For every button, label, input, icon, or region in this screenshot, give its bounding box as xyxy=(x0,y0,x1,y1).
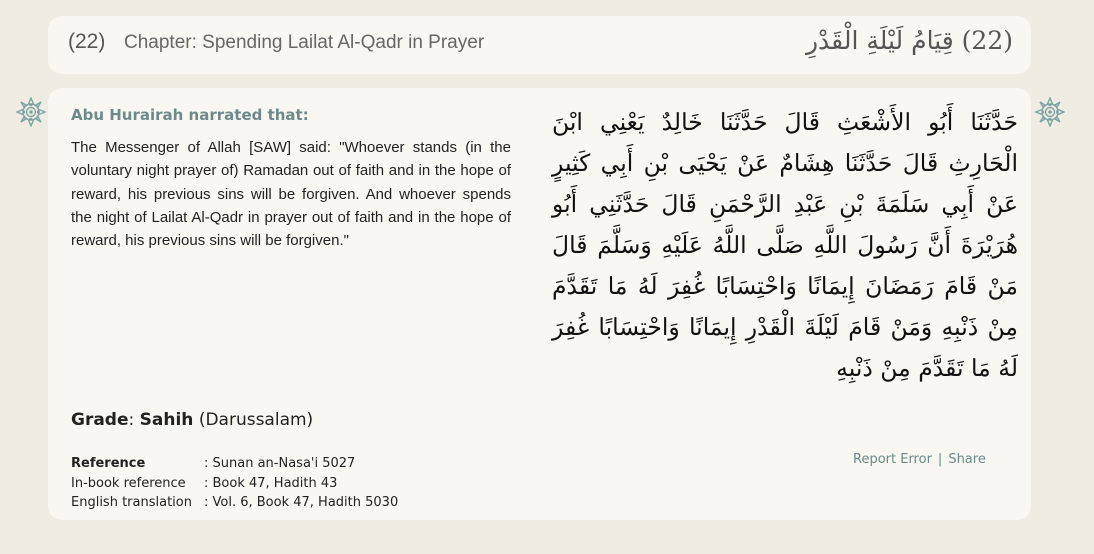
hadith-card xyxy=(48,88,1031,520)
actions-separator: | xyxy=(937,452,943,467)
grade-colon: : xyxy=(128,410,135,430)
reference-table xyxy=(71,454,398,513)
in-book-reference-value: : Book 47, Hadith 43 xyxy=(204,475,338,491)
hadith-actions xyxy=(853,452,986,467)
reference-label: Reference xyxy=(71,456,146,471)
grade-value: Sahih xyxy=(139,410,194,430)
in-book-reference-row xyxy=(71,474,398,494)
chapter-number: (22) xyxy=(68,30,106,53)
reference-row xyxy=(71,454,398,474)
chapter-title: Chapter: Spending Lailat Al-Qadr in Prayer xyxy=(124,32,485,53)
english-translation-label: English translation xyxy=(71,495,192,510)
grade-source: (Darussalam) xyxy=(198,410,314,430)
chapter-header xyxy=(48,16,1031,74)
grade-label: Grade xyxy=(71,410,129,430)
flower-ornament-icon xyxy=(1035,97,1065,127)
english-translation-row xyxy=(71,493,398,513)
in-book-reference-label: In-book reference xyxy=(71,475,186,491)
report-error-link[interactable]: Report Error xyxy=(853,452,932,467)
narrator: Abu Hurairah narrated that: xyxy=(71,106,309,124)
hadith-english-text: The Messenger of Allah [SAW] said: "Whoever stands (in the voluntary night prayer of) Ramadan out of faith and in the hope of reward, his previous sins will be forgiven. And whoever spends the night of Lailat Al-Qadr in prayer out of faith and in the hope of reward, his previous sins will be forgiven." xyxy=(71,139,511,250)
english-translation-value: : Vol. 6, Book 47, Hadith 5030 xyxy=(204,495,399,510)
grade xyxy=(71,410,313,430)
chapter-title-arabic: (22) قِيَامُ لَيْلَةِ الْقَدْرِ xyxy=(805,26,1013,55)
share-link[interactable]: Share xyxy=(948,452,986,467)
flower-ornament-icon xyxy=(16,97,46,127)
hadith-arabic-text: حَدَّثَنَا أَبُو الأَشْعَثِ قَالَ حَدَّثَنَا خَالِدٌ يَعْنِي ابْنَ الْحَارِثِ قَالَ حَدَّثَنَا هِشَامٌ عَنْ يَحْيَى بْنِ أَبِي كَثِيرٍ عَنْ أَبِي سَلَمَةَ بْنِ عَبْدِ الرَّحْمَنِ قَالَ حَدَّثَنِي أَبُو هُرَيْرَةَ أَنَّ رَسُولَ اللَّهِ صَلَّى اللَّهُ عَلَيْهِ وَسَلَّمَ قَالَ مَنْ قَامَ رَمَضَانَ إِيمَانًا وَاحْتِسَابًا غُفِرَ لَهُ مَا تَقَدَّمَ مِنْ ذَنْبِهِ وَمَنْ قَامَ لَيْلَةَ الْقَدْرِ إِيمَانًا وَاحْتِسَابًا غُفِرَ لَهُ مَا تَقَدَّمَ مِنْ ذَنْبِهِ xyxy=(552,108,1018,382)
reference-value: : Sunan an-Nasa'i 5027 xyxy=(204,456,356,471)
